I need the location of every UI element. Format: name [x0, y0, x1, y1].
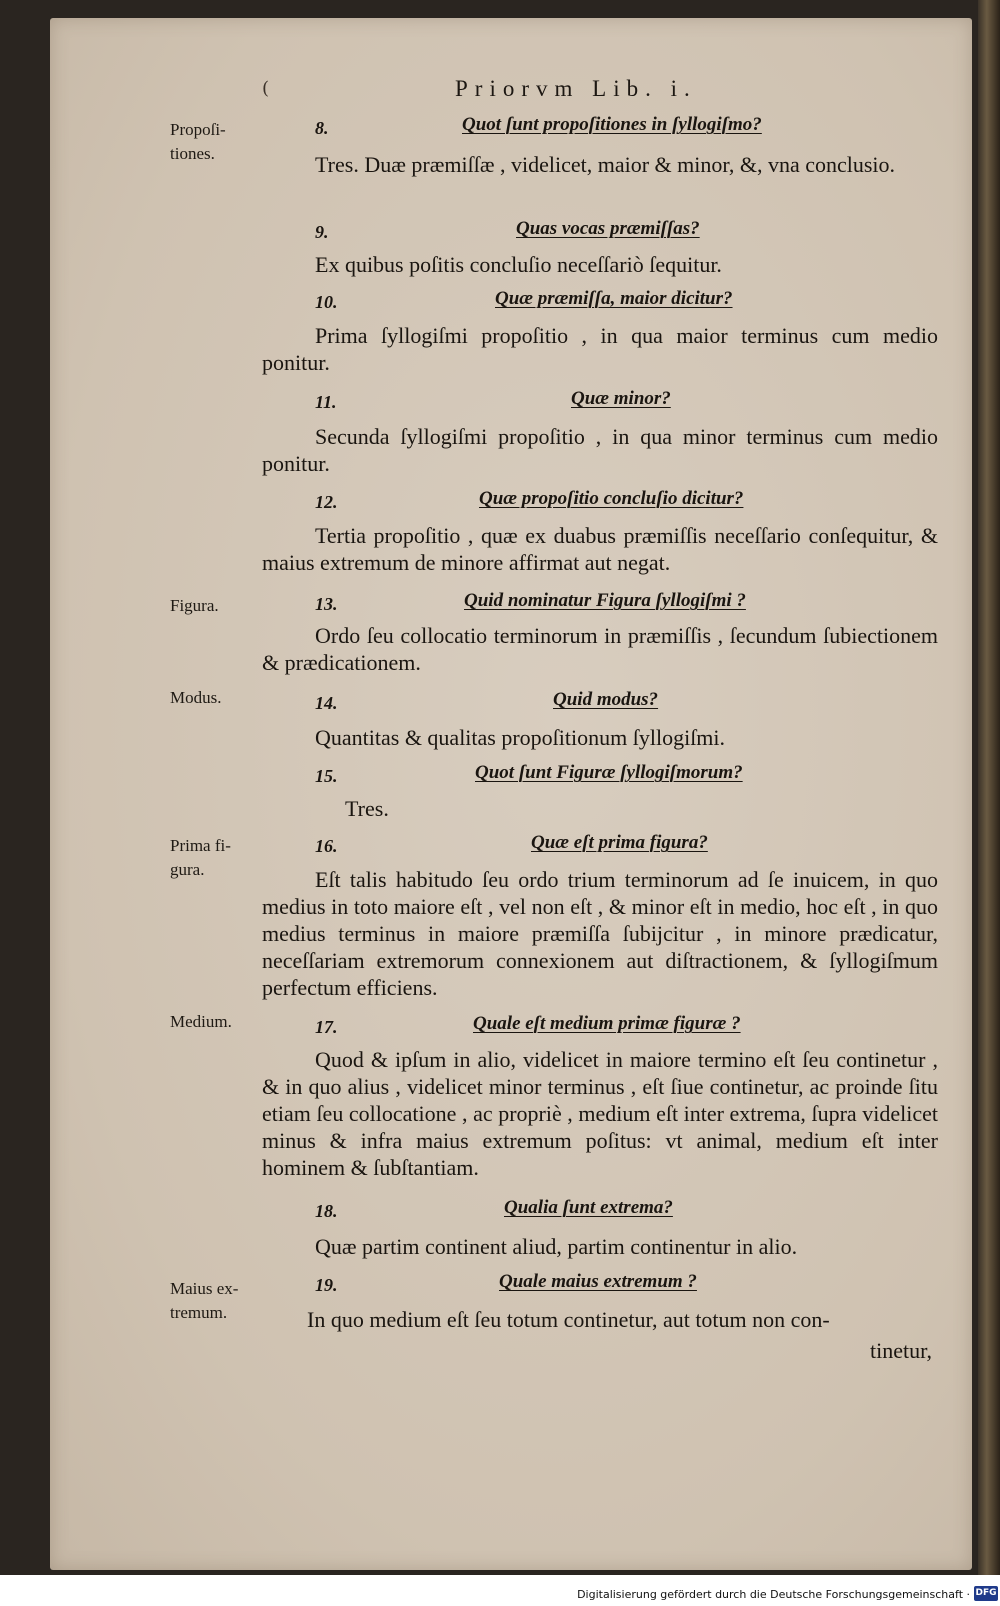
- item-question: Quas vocas præmiſſas?: [516, 218, 700, 239]
- item-question: Quid nominatur Figura ſyllogiſmi ?: [464, 590, 746, 611]
- sidenote-modus: Modus.: [170, 688, 222, 707]
- sidenote-figura: Figura.: [170, 596, 219, 615]
- catchword: tinetur,: [870, 1338, 933, 1363]
- item-question: Quale maius extremum ?: [499, 1271, 697, 1292]
- item-number: 15.: [315, 766, 338, 786]
- dfg-logo: DFG: [974, 1586, 998, 1601]
- item-answer: Prima ſyllogiſmi propoſitio , in qua maior terminus cum medio ponitur.: [262, 323, 938, 375]
- item-number: 16.: [315, 836, 338, 856]
- item-number: 18.: [315, 1201, 338, 1221]
- item-number: 17.: [315, 1017, 338, 1037]
- item-number: 14.: [315, 693, 338, 713]
- running-head: Priorvm Lib. i.: [455, 76, 697, 101]
- item-answer: Eſt talis habitudo ſeu ordo trium terminorum ad ſe inuicem, in quo medius in toto maiore eſt , vel non eſt , & minor eſt in medio, hoc eſt , in quo medius terminus in maiore præmiſſa ſubijcitur , in minore prædicatur, neceſſariam extremorum connexionem aut diſtractionem, & ſyllogiſmum perfectum efficiens.: [262, 867, 938, 1000]
- item-question: Quæ minor?: [571, 388, 671, 409]
- item-answer: Quantitas & qualitas propoſitionum ſyllogiſmi.: [315, 725, 726, 750]
- book-spine: [978, 0, 1000, 1575]
- sidenote-maius-extremum: Maius ex- tremum.: [170, 1279, 239, 1322]
- item-number: 8.: [315, 118, 329, 138]
- page-mark: (: [262, 78, 270, 99]
- item-question: Quot ſunt propoſitiones in ſyllogiſmo?: [462, 114, 762, 135]
- item-answer: Tertia propoſitio , quæ ex duabus præmiſſis neceſſario conſequitur, & maius extremum de minore affirmat aut negat.: [262, 523, 938, 575]
- item-question: Quale eſt medium primæ figuræ ?: [473, 1013, 741, 1034]
- sidenote-propositiones: Propoſi- tiones.: [170, 120, 226, 163]
- item-answer: Tres. Duæ præmiſſæ , videlicet, maior & minor, &, vna conclusio.: [315, 152, 896, 177]
- item-number: 9.: [315, 222, 329, 242]
- item-answer: Quod & ipſum in alio, videlicet in maiore termino eſt ſeu continetur , & in quo alius , videlicet minor terminus , eſt ſiue continetur, ac proinde ſitu etiam ſeu collocatione , ac propriè , medium eſt inter extrema, ſupra videlicet minus & infra maius extremum poſitus: vt animal, medium eſt inter hominem & ſubſtantiam.: [262, 1047, 938, 1180]
- item-number: 10.: [315, 292, 338, 312]
- sidenote-prima-figura: Prima fi- gura.: [170, 836, 231, 879]
- item-number: 11.: [315, 392, 337, 412]
- item-answer: Ordo ſeu collocatio terminorum in præmiſſis , ſecundum ſubiectionem & prædicationem.: [262, 623, 938, 675]
- item-question: Quæ eſt prima figura?: [531, 832, 708, 853]
- item-answer: Ex quibus poſitis concluſio neceſſariò ſequitur.: [315, 252, 722, 277]
- footer-bar: [0, 1575, 1000, 1606]
- item-answer: Secunda ſyllogiſmi propoſitio , in qua minor terminus cum medio ponitur.: [262, 424, 938, 476]
- sidenote-medium: Medium.: [170, 1012, 232, 1031]
- item-number: 19.: [315, 1275, 338, 1295]
- item-answer: Tres.: [345, 796, 389, 821]
- item-number: 12.: [315, 492, 338, 512]
- item-question: Quot ſunt Figuræ ſyllogiſmorum?: [475, 762, 743, 783]
- item-question: Quæ præmiſſa, maior dicitur?: [495, 288, 733, 309]
- item-question: Quid modus?: [553, 689, 659, 710]
- item-question: Quæ propoſitio concluſio dicitur?: [479, 488, 744, 509]
- item-answer: Quæ partim continent aliud, partim continentur in alio.: [315, 1234, 798, 1259]
- item-number: 13.: [315, 594, 338, 614]
- item-answer: In quo medium eſt ſeu totum continetur, aut totum non con-: [307, 1307, 830, 1332]
- item-question: Qualia ſunt extrema?: [504, 1197, 673, 1218]
- footer-credit: Digitalisierung gefördert durch die Deutsche Forschungsgemeinschaft ·: [577, 1588, 970, 1601]
